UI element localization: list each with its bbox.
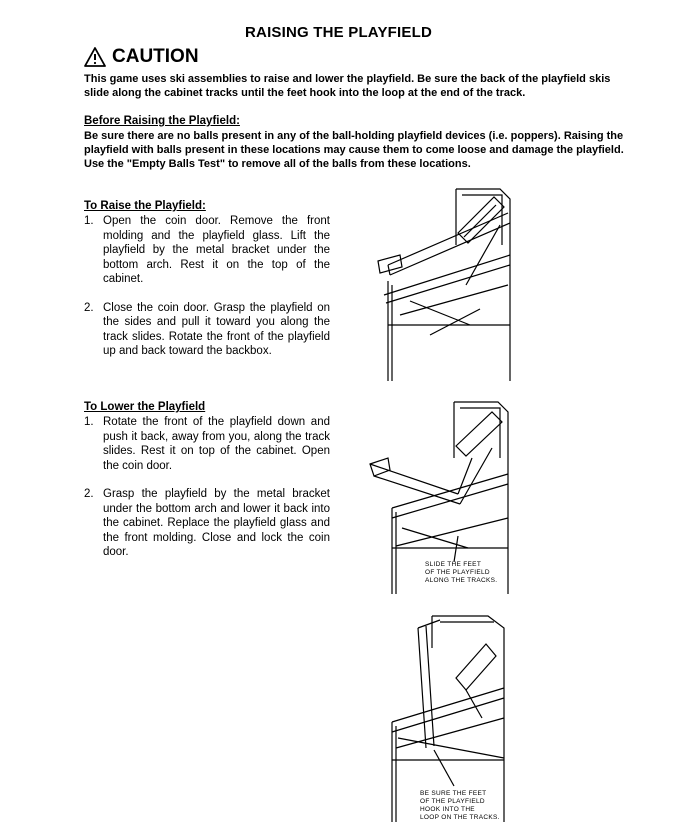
- callout-line: SLIDE THE FEET: [425, 561, 482, 568]
- step-number: 2.: [84, 488, 94, 500]
- raise-step-2: [84, 301, 330, 359]
- caution-heading: [84, 46, 199, 68]
- page-title: RAISING THE PLAYFIELD: [245, 24, 432, 41]
- lower-step-2: [84, 487, 330, 560]
- step-number: 1.: [84, 215, 94, 227]
- raise-steps: [84, 214, 330, 359]
- raise-step-1: [84, 214, 330, 287]
- callout-line: HOOK INTO THE: [420, 806, 475, 813]
- lower-steps: [84, 415, 330, 560]
- figure-2-callout: [425, 561, 497, 585]
- lower-heading: To Lower the Playfield: [84, 401, 206, 413]
- warning-triangle-icon: [84, 47, 106, 67]
- step-number: 1.: [84, 416, 94, 428]
- step-text: Open the coin door. Remove the front molding and the playfield glass. Lift the playfield by the metal bracket under the bottom arch. Rest it on the top of the cabinet.: [103, 215, 330, 285]
- lower-step-1: [84, 415, 330, 473]
- raise-heading: To Raise the Playfield:: [84, 200, 206, 212]
- step-text: Grasp the playfield by the metal bracket under the bottom arch and lower it back into the cabinet. Replace the playfield glass and the front molding. Close and lock the coin door.: [103, 488, 330, 558]
- callout-line: LOOP ON THE TRACKS.: [420, 814, 500, 821]
- callout-line: OF THE PLAYFIELD: [420, 798, 485, 805]
- figure-playfield-raised: [370, 185, 530, 385]
- callout-line: BE SURE THE FEET: [420, 790, 487, 797]
- before-raising-text: Be sure there are no balls present in any of the ball-holding playfield devices (i.e. poppers). Raising the playfield with balls present in these locations may cause them to come loose and damage the playfield. Use the "Empty Balls Test" to remove all of the balls from these locations.: [84, 130, 624, 170]
- step-text: Close the coin door. Grasp the playfield on the sides and pull it toward you along the track slides. Rotate the front of the playfield up and back toward the backbox.: [103, 301, 330, 357]
- caution-label: CAUTION: [112, 46, 199, 67]
- step-text: Rotate the front of the playfield down and push it back, away from you, along the track slides. Rest it on top of the cabinet. Open the coin door.: [103, 416, 330, 472]
- callout-line: ALONG THE TRACKS.: [425, 577, 498, 584]
- figure-3-callout: [420, 790, 500, 822]
- callout-line: OF THE PLAYFIELD: [425, 569, 490, 576]
- caution-text: This game uses ski assemblies to raise and lower the playfield. Be sure the back of the playfield skis slide along the cabinet tracks until the feet hook into the loop at the end of the track.: [84, 73, 611, 99]
- before-raising-heading: Before Raising the Playfield:: [84, 115, 240, 127]
- step-number: 2.: [84, 301, 94, 314]
